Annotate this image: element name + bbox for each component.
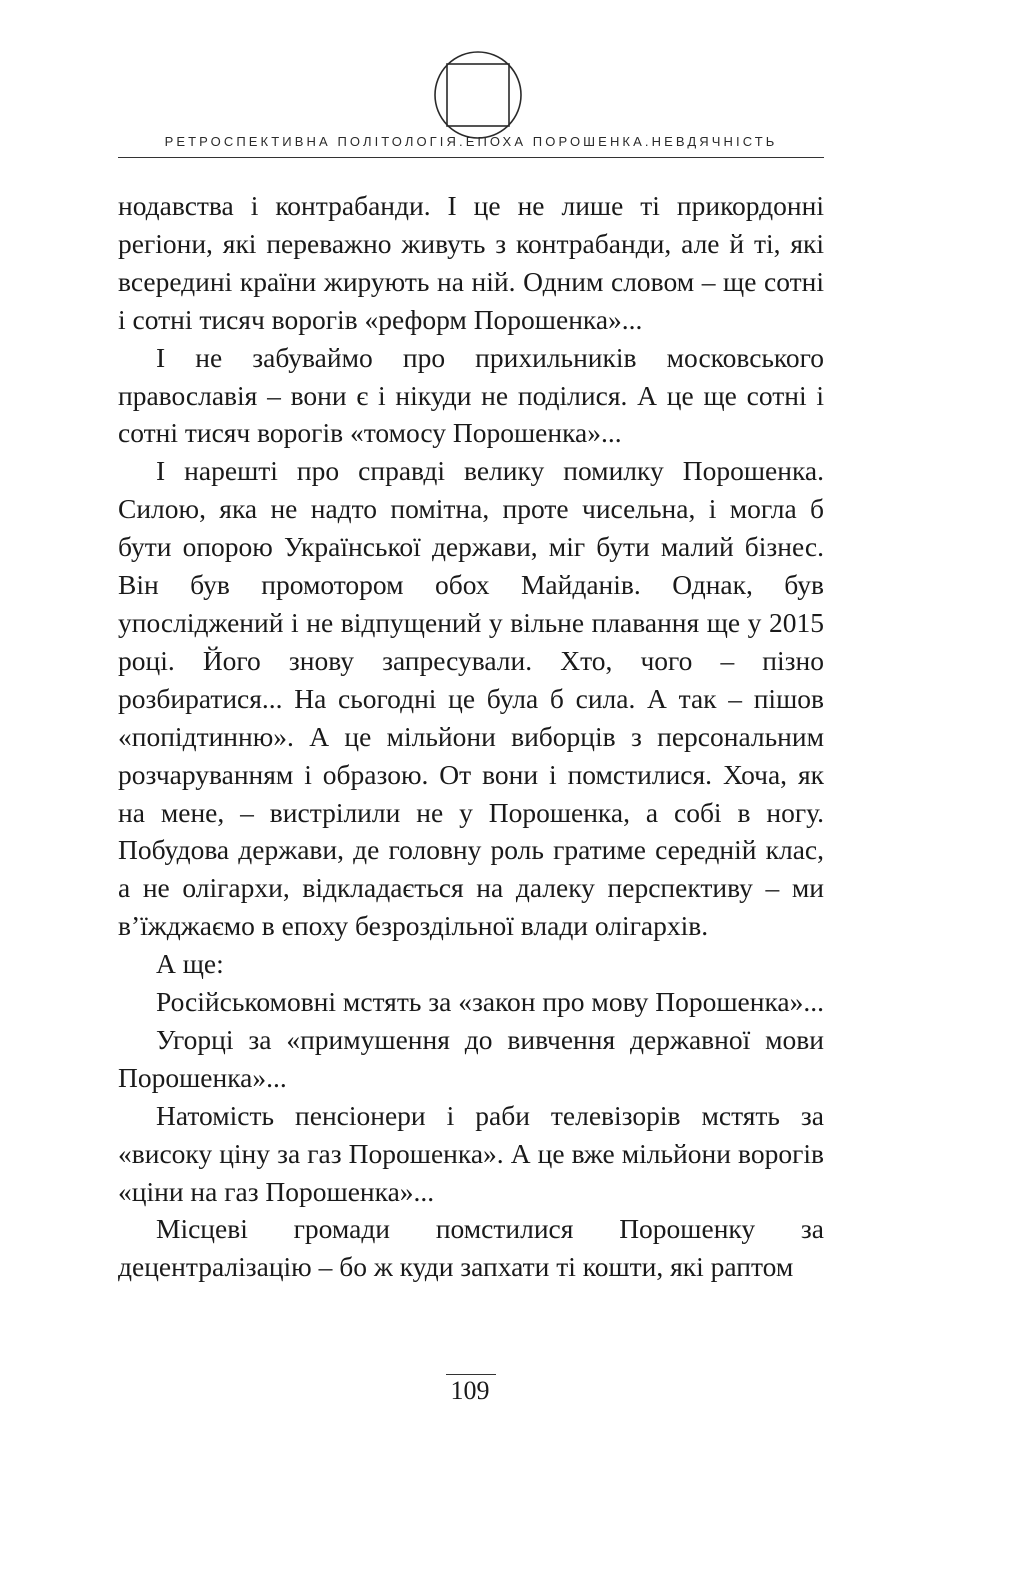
- paragraph: Натомість пенсіонери і раби телевізорів мстять за «високу ціну за газ Порошенка». А це вже мільйони ворогів «ціни на газ Порошенка»...: [118, 1099, 824, 1207]
- page-number-rule: [446, 1374, 496, 1375]
- body-text: [118, 187, 824, 1286]
- header-rule: [118, 157, 824, 158]
- paragraph: І не забуваймо про прихильників московського православія – вони є і нікуди не поділися. А це ще сотні і сотні тисяч ворогів «томосу Порошенка»...: [118, 341, 824, 449]
- circle-square-emblem-icon: [433, 50, 523, 140]
- paragraph: А ще:: [156, 948, 224, 980]
- running-head: РЕТРОСПЕКТИВНА ПОЛІТОЛОГІЯ.ЕПОХА ПОРОШЕНКА.НЕВДЯЧНІСТЬ: [164, 134, 778, 149]
- paragraph: Російськомовні мстять за «закон про мову Порошенка»...: [156, 986, 824, 1018]
- paragraph: Угорці за «примушення до вивчення державної мови Порошенка»...: [118, 1023, 824, 1093]
- paragraph: Місцеві громади помстилися Порошенку за децентралізацію – бо ж куди запхати ті кошти, які раптом: [118, 1213, 824, 1283]
- paragraph: нодавства і контрабанди. І це не лише ті прикордонні регіони, які переважно живуть з контрабанди, але й ті, які всередині країни жирують на ній. Одним словом – ще сотні і сотні тисяч ворогів «реформ Порошенка»...: [118, 190, 824, 335]
- paragraph: І нарешті про справді велику помилку Порошенка. Силою, яка не надто помітна, проте чисельна, і могла б бути опорою Української держави, міг бути малий бізнес. Він був промотором обох Майданів. Однак, був упосліджений і не відпущений у вільне плавання ще у 2015 році. Його знову запресували. Хто, чого – пізно розбиратися... На сьогодні це була б сила. А так – пішов «попідтинню». А це мільйони виборців з персональним розчаруванням і образою. От вони і помстилися. Хоча, як на мене, – вистрілили не у Порошенка, а собі в ногу. Побудова держави, де головну роль гратиме середній клас, а не олігархи, відкладається на далеку перспективу – ми в’їжджаємо в епоху безроздільної влади олігархів.: [118, 455, 824, 942]
- page-number: 109: [450, 1376, 490, 1405]
